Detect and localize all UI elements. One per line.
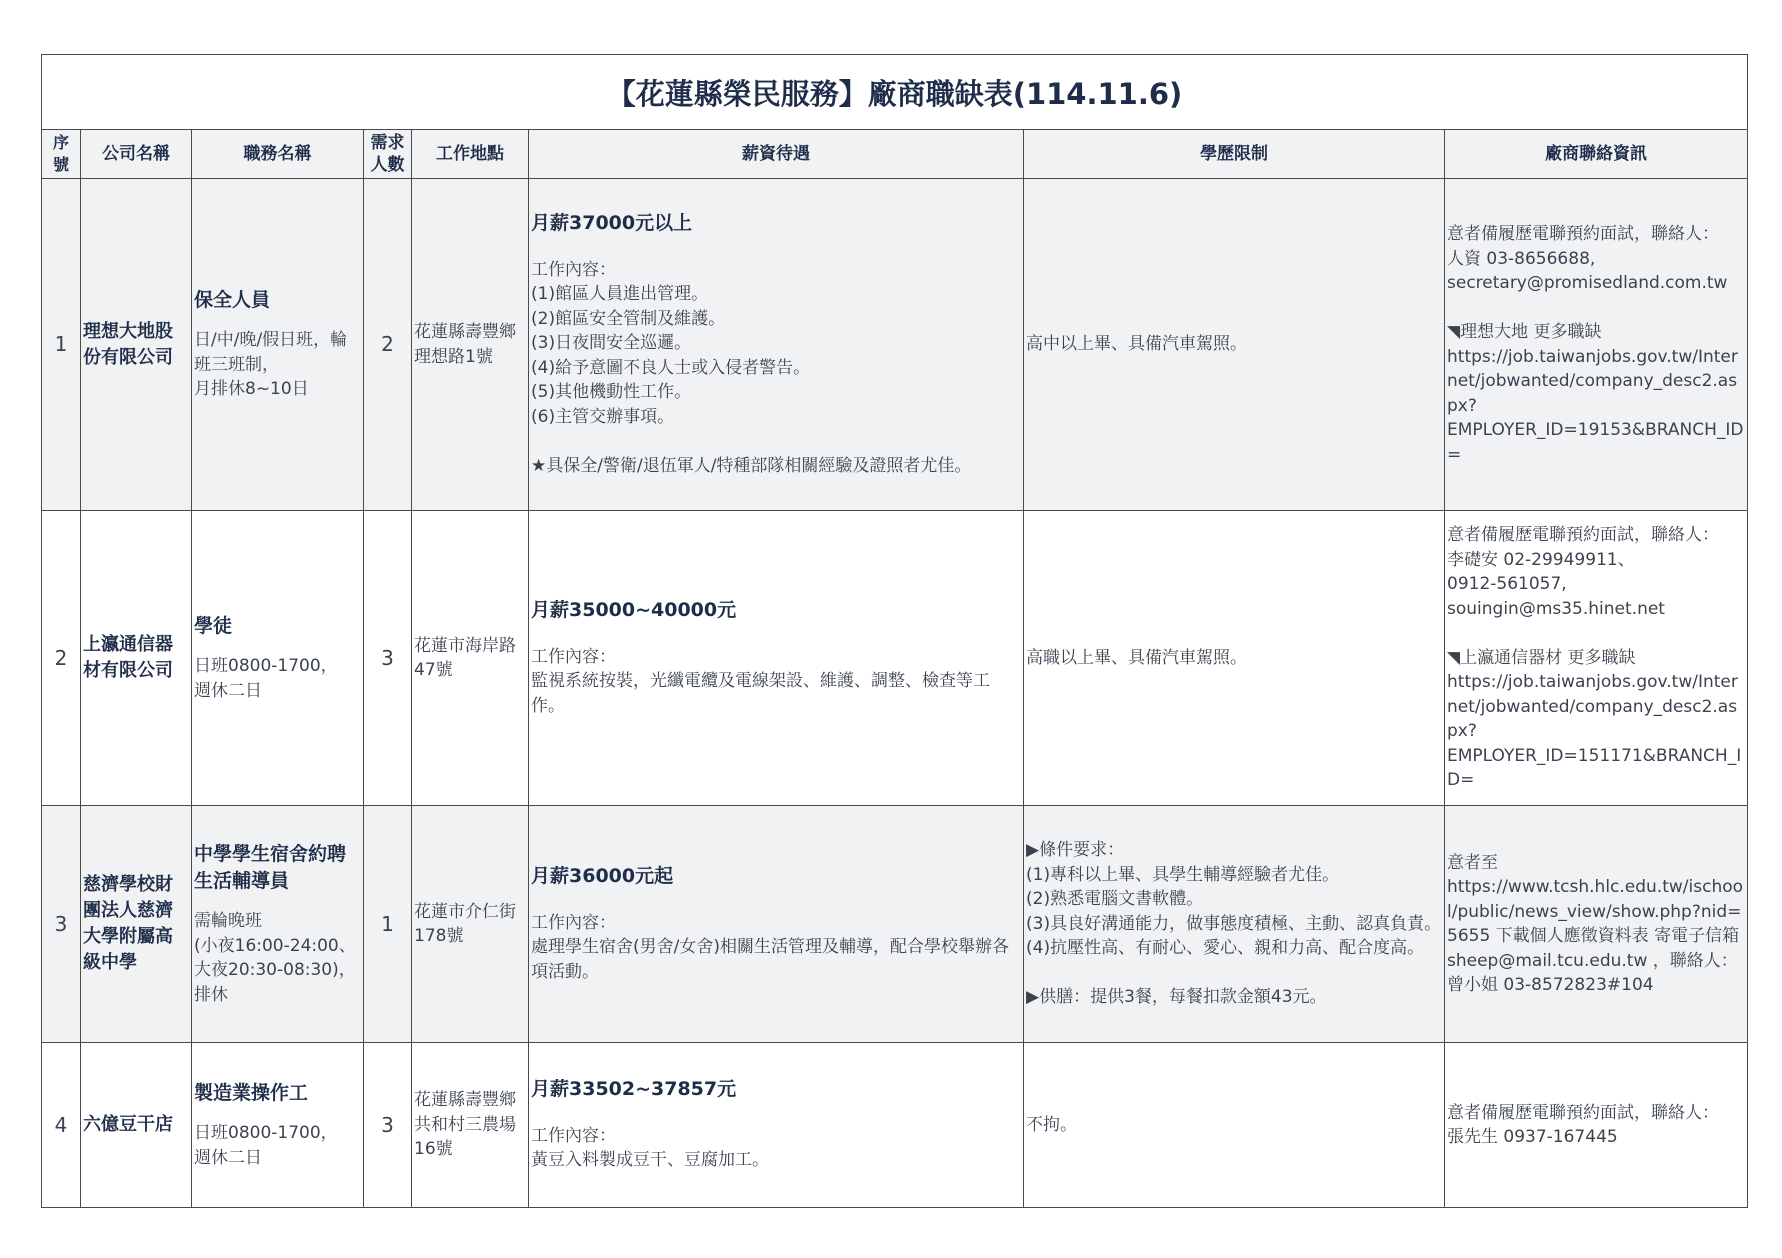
table-row (42, 806, 1748, 1043)
headcount: 3 (364, 1043, 412, 1208)
contact-info (1445, 806, 1748, 1043)
job-cell (192, 806, 364, 1043)
company-name: 上瀛通信器材有限公司 (81, 511, 192, 806)
table-header-row (42, 130, 1748, 179)
education-text: 高中以上畢、具備汽車駕照。 (1026, 334, 1247, 355)
job-cell (192, 511, 364, 806)
job-title: 中學學生宿舍約聘生活輔導員 (194, 843, 347, 892)
contact-text: 意者至 https://www.tcsh.hlc.edu.tw/ischool/public/news_view/show.php?nid=5655 下載個人應徵資料表 寄電子信箱 sheep@mail.tcu.edu.tw ，聯絡人：曾小姐 03-8572823#104 (1447, 852, 1744, 995)
salary-cell (529, 179, 1024, 511)
job-title: 保全人員 (194, 289, 271, 312)
job-title: 製造業操作工 (194, 1082, 309, 1104)
header-job: 職務名稱 (192, 130, 364, 179)
work-location: 花蓮市介仁街178號 (412, 806, 529, 1043)
job-cell (192, 179, 364, 511)
job-description: 工作內容： 黃豆入料製成豆干、豆腐加工。 (531, 1125, 769, 1171)
row-seq: 2 (42, 511, 81, 806)
work-location: 花蓮縣壽豐鄉理想路1號 (412, 179, 529, 511)
header-salary: 薪資待遇 (529, 130, 1024, 179)
education-text: 不拘。 (1026, 1114, 1077, 1135)
table-row (42, 1043, 1748, 1208)
row-seq: 1 (42, 179, 81, 511)
work-location: 花蓮市海岸路47號 (412, 511, 529, 806)
contact-info (1445, 511, 1748, 806)
salary-amount: 月薪36000元起 (531, 865, 674, 887)
salary-cell (529, 511, 1024, 806)
header-contact: 廠商聯絡資訊 (1445, 130, 1748, 179)
education-text: ▶條件要求： (1)專科以上畢、具學生輔導經驗者尤佳。 (2)熟悉電腦文書軟體。 (3)具良好溝通能力，做事態度積極、主動、認真負責。 (4)抗壓性高、有耐心、愛心、親和力高、配合度高。 ▶供膳：提供3餐，每餐扣款金額43元。 (1026, 840, 1442, 1008)
contact-text: 意者備履歷電聯預約面試，聯絡人： 李礎安 02-29949911、 0912-561057, souingin@ms35.hinet.net ◥上瀛通信器材 更多職缺 https://job.taiwanjobs.gov.tw/Internet/jobwanted/company_desc2.aspx? EMPLOYER_ID=151171&BRANCH_ID= (1447, 525, 1742, 791)
headcount: 1 (364, 806, 412, 1043)
contact-text: 意者備履歷電聯預約面試，聯絡人： 張先生 0937-167445 (1447, 1102, 1719, 1147)
contact-text: 意者備履歷電聯預約面試，聯絡人： 人資 03-8656688, secretary@promisedland.com.tw ◥理想大地 更多職缺 https://job.taiwanjobs.gov.tw/Internet/jobwanted/company_desc2.aspx? EMPLOYER_ID=19153&BRANCH_ID= (1447, 224, 1744, 465)
job-shift: 日班0800-1700， 週休二日 (194, 656, 338, 701)
table-row (42, 511, 1748, 806)
company-name: 六億豆干店 (81, 1043, 192, 1208)
company-name: 慈濟學校財團法人慈濟大學附屬高級中學 (81, 806, 192, 1043)
header-seq: 序 號 (42, 130, 81, 179)
job-description: 工作內容： 處理學生宿舍(男舍/女舍)相關生活管理及輔導，配合學校舉辦各項活動。 (531, 912, 1009, 982)
salary-amount: 月薪35000~40000元 (531, 599, 737, 621)
salary-cell (529, 1043, 1024, 1208)
job-shift: 需輪晚班 (小夜16:00-24:00、大夜20:30-08:30)， 排休 (194, 911, 356, 1005)
contact-info (1445, 179, 1748, 511)
job-shift: 日/中/晚/假日班，輪班三班制， 月排休8~10日 (194, 330, 348, 400)
contact-info (1445, 1043, 1748, 1208)
header-count: 需求 人數 (364, 130, 412, 179)
salary-cell (529, 806, 1024, 1043)
job-cell (192, 1043, 364, 1208)
salary-amount: 月薪33502~37857元 (531, 1078, 737, 1101)
job-shift: 日班0800-1700， 週休二日 (194, 1123, 338, 1168)
page-title: 【花蓮縣榮民服務】廠商職缺表(114.11.6) (42, 55, 1748, 130)
header-education: 學歷限制 (1024, 130, 1445, 179)
row-seq: 3 (42, 806, 81, 1043)
header-location: 工作地點 (412, 130, 529, 179)
salary-amount: 月薪37000元以上 (531, 212, 693, 234)
education-requirement (1024, 179, 1445, 511)
education-requirement (1024, 806, 1445, 1043)
education-requirement (1024, 1043, 1445, 1208)
work-location: 花蓮縣壽豐鄉共和村三農場16號 (412, 1043, 529, 1208)
education-requirement (1024, 511, 1445, 806)
company-name: 理想大地股份有限公司 (81, 179, 192, 511)
job-description: 工作內容： (1)館區人員進出管理。 (2)館區安全管制及維護。 (3)日夜間安全巡邏。 (4)給予意圖不良人士或入侵者警告。 (5)其他機動性工作。 (6)主管交辦事項。 ★具保全/警衛/退伍軍人/特種部隊相關經驗及證照者尤佳。 (531, 259, 972, 476)
row-seq: 4 (42, 1043, 81, 1208)
table-row (42, 179, 1748, 511)
job-title: 學徒 (194, 615, 233, 637)
headcount: 2 (364, 179, 412, 511)
job-description: 工作內容： 監視系統按裝，光纖電纜及電線架設、維護、調整、檢查等工作。 (531, 646, 990, 716)
education-text: 高職以上畢、具備汽車駕照。 (1026, 647, 1247, 668)
job-vacancy-table (41, 54, 1748, 1208)
job-vacancy-sheet (41, 54, 1747, 1208)
headcount: 3 (364, 511, 412, 806)
header-company: 公司名稱 (81, 130, 192, 179)
